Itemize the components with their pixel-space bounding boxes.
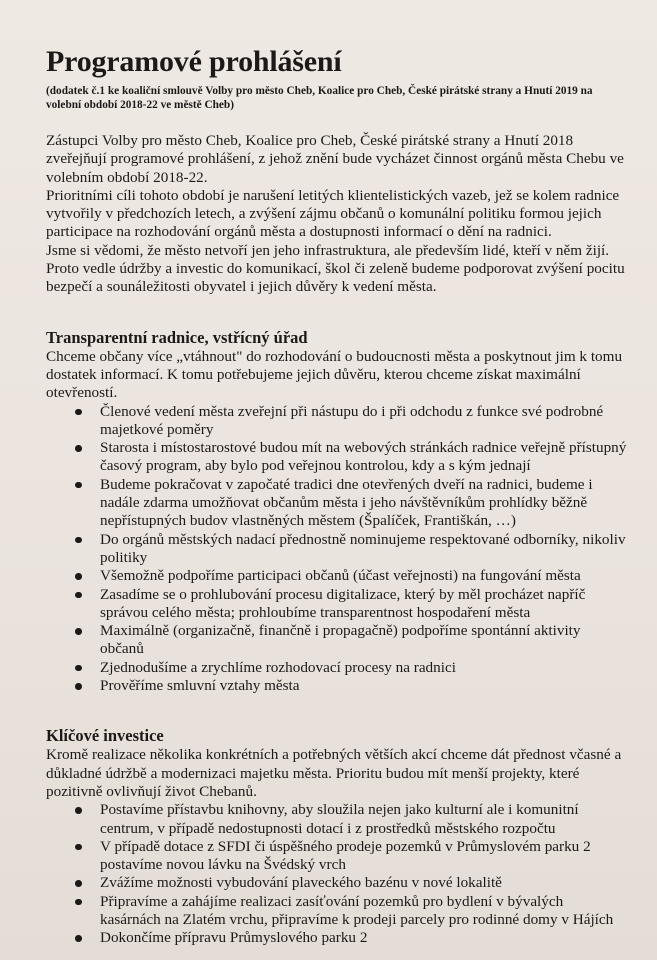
bullet-icon — [75, 628, 82, 635]
intro-paragraph: Proto vedle údržby a investic do komunikací, škol či zeleně budeme podporovat zvýšení pocitu bezpečí a sounáležitosti obyvatel i jejich důvěry k vedení města. — [46, 260, 625, 296]
list-item — [100, 677, 627, 695]
list-item-text: Postavíme přístavbu knihovny, aby sloužila nejen jako kulturní ale i komunitní centrum, v případě nedostupnosti dotací i z prostředků městského rozpočtu — [100, 801, 579, 837]
section-intro: Chceme občany více „vtáhnout" do rozhodování o budoucnosti města a poskytnout jim k tomu dostatek informací. K tomu potřebujeme jejich důvěru, kterou chceme získat maximální otevřeností. — [46, 347, 623, 402]
list-item-text: Zvážíme možnosti vybudování plaveckého bazénu v nové lokalitě — [100, 874, 502, 892]
list-item-text: Zjednodušíme a zrychlíme rozhodovací procesy na radnici — [100, 658, 456, 676]
bullet-icon — [75, 935, 82, 942]
bullet-icon — [75, 482, 82, 489]
list-item — [100, 586, 627, 623]
list-item — [100, 801, 627, 838]
bullet-icon — [75, 573, 82, 580]
intro-paragraph: Zástupci Volby pro město Cheb, Koalice pro Cheb, České pirátské strany a Hnutí 2018 zveřejňují programové prohlášení, z jehož znění bude vycházet činnost orgánů města Chebu ve volebním období 2018-22. — [46, 132, 624, 186]
list-item-text: Starosta i místostarostové budou mít na webových stránkách radnice veřejně přístupný časový program, aby bylo pod veřejnou kontrolou, kdy a s kým jednají — [100, 439, 627, 475]
list-item-text: Zasadíme se o prohlubování procesu digitalizace, který by měl procházet napříč správou celého města; prohloubíme transparentnost hospodaření města — [100, 585, 586, 621]
list-item-text: Budeme pokračovat v započaté tradici dne otevřených dveří na radnici, budeme i nadále zdarma umožňovat občanům města i jeho návštěvníkům prohlídky běžně nepřístupných budov vlastněných městem (Špalíček, Františkán, …) — [100, 475, 593, 530]
list-item — [100, 403, 627, 440]
list-item — [100, 531, 627, 568]
list-item — [100, 893, 627, 930]
list-item — [100, 622, 627, 659]
list-item — [100, 929, 627, 947]
list-item — [100, 476, 627, 531]
list-item-text: Prověříme smluvní vztahy města — [100, 677, 300, 695]
document-subtitle: (dodatek č.1 ke koaliční smlouvě Volby pro město Cheb, Koalice pro Cheb, České pirátské strany a Hnutí 2019 na volební období 2018-22 ve městě Cheb) — [46, 85, 593, 111]
bullet-icon — [75, 899, 82, 906]
section-intro: Kromě realizace několika konkrétních a potřebných větších akcí chceme dát přednost včasné a důkladné údržbě a modernizaci majetku města. Prioritu budou mít menší projekty, které pozitivně ovlivňují život Chebanů. — [46, 746, 622, 800]
bullet-icon — [75, 844, 82, 851]
list-item-text: Do orgánů městských nadací přednostně nominujeme respektované odborníky, nikoliv politiky — [100, 530, 626, 566]
list-item — [100, 567, 627, 585]
section-heading: Transparentní radnice, vstřícný úřad — [46, 327, 308, 347]
list-item-text: V případě dotace z SFDI či úspěšného prodeje pozemků v Průmyslovém parku 2 postavíme novou lávku na Švédský vrch — [100, 837, 591, 874]
list-item-text: Dokončíme přípravu Průmyslového parku 2 — [100, 929, 368, 947]
list-item — [100, 659, 627, 677]
intro-paragraph: Prioritními cíli tohoto období je narušení letitých klientelistických vazeb, jež se kolem radnice vytvořily v předchozích letech, a zvýšení zájmu občanů o komunální politiku formou jejich participace na rozhodování orgánů města a dostupnosti informací o dění na radnici. — [46, 186, 620, 241]
bullet-icon — [75, 445, 82, 452]
bullet-icon — [75, 665, 82, 672]
document-title: Programové prohlášení — [46, 45, 342, 78]
bullet-list — [46, 801, 627, 947]
list-item-text: Připravíme a zahájíme realizaci zasíťování pozemků pro bydlení v bývalých kasárnách na Zlatém vrchu, připravíme k prodeji parcely pro rodinné domy v Hájích — [100, 892, 614, 928]
bullet-icon — [75, 683, 82, 690]
intro-paragraph: Jsme si vědomi, že město netvoří jen jeho infrastruktura, ale především lidé, kteří v něm žijí. — [46, 241, 610, 259]
bullet-icon — [75, 592, 82, 599]
list-item-text: Členové vedení města zveřejní při nástupu do i při odchodu z funkce své podrobné majetkové poměry — [100, 402, 604, 438]
section-transparent-town-hall — [46, 328, 627, 696]
list-item-text: Všemožně podpoříme participaci občanů (účast veřejnosti) na fungování města — [100, 567, 581, 585]
list-item-text: Maximálně (organizačně, finančně i propagačně) podpoříme spontánní aktivity občanů — [100, 622, 581, 658]
bullet-icon — [75, 409, 82, 416]
section-heading: Klíčové investice — [46, 726, 164, 746]
bullet-icon — [75, 537, 82, 544]
list-item — [100, 874, 627, 892]
list-item — [100, 439, 627, 476]
section-key-investments — [46, 726, 627, 947]
bullet-list — [46, 403, 627, 696]
bullet-icon — [75, 880, 82, 887]
list-item — [100, 838, 627, 875]
bullet-icon — [75, 807, 82, 814]
intro-block — [46, 132, 627, 297]
